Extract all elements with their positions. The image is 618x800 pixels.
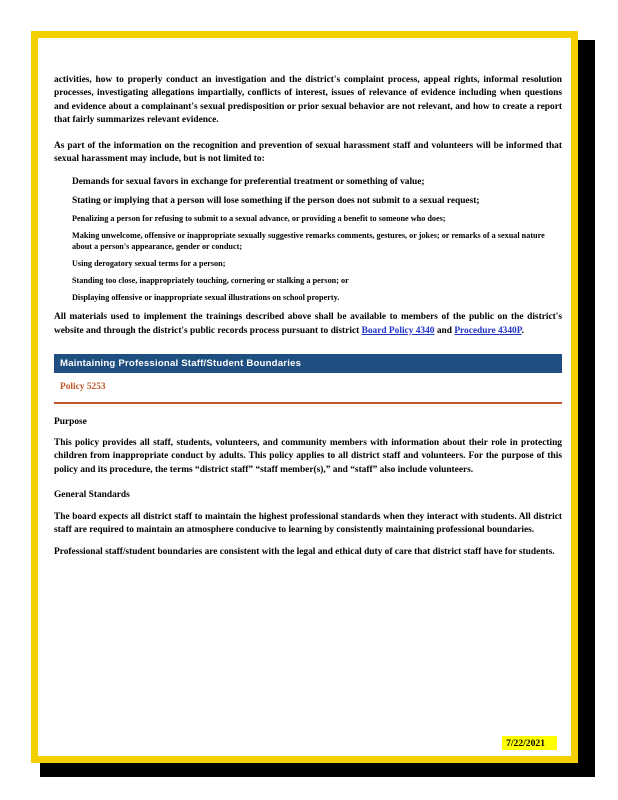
- list-item: Penalizing a person for refusing to submit to a sexual advance, or providing a benefit to someone who does;: [72, 214, 446, 224]
- aspart-paragraph: As part of the information on the recognition and prevention of sexual harassment staff and volunteers will be informed that sexual harassment may include, but is not limited to:: [54, 140, 562, 165]
- purpose-paragraph: This policy provides all staff, students, volunteers, and community members with information about their role in protecting children from inappropriate conduct by adults. This policy applies to all district staff and volunteers. For the purpose of this policy and its procedure, the terms “district staff” “staff member(s),” and “staff” also include volunteers.: [54, 438, 562, 475]
- page-content: [54, 74, 562, 559]
- list-item: Using derogatory sexual terms for a person;: [72, 259, 226, 269]
- general-standards-paragraph: The board expects all district staff to maintain the highest professional standards when they interact with students. All district staff are required to maintain an atmosphere conducive to learning by consistently maintaining professional boundaries.: [54, 511, 562, 536]
- list-item: Standing too close, inappropriately touching, cornering or stalking a person; or: [72, 276, 349, 286]
- list-item: Displaying offensive or inappropriate sexual illustrations on school property.: [72, 293, 340, 303]
- materials-paragraph: All materials used to implement the trainings described above shall be available to members of the public on the district's website and through the district's public records process pursuant to district Board Policy 4340 and Procedure 4340P.: [54, 312, 562, 336]
- board-policy-link[interactable]: Board Policy 4340: [361, 325, 435, 336]
- professional-boundaries-paragraph: Professional staff/student boundaries are consistent with the legal and ethical duty of care that district staff have for students.: [54, 546, 555, 557]
- list-item: Stating or implying that a person will lose something if the person does not submit to a sexual request;: [72, 195, 480, 206]
- general-standards-heading: General Standards: [54, 490, 130, 501]
- section-banner: Maintaining Professional Staff/Student Boundaries: [54, 354, 562, 373]
- procedure-link[interactable]: Procedure 4340P: [454, 325, 522, 336]
- purpose-heading: Purpose: [54, 416, 87, 427]
- intro-paragraph: activities, how to properly conduct an investigation and the district's complaint process, appeal rights, informal resolution processes, investigating allegations impartially, conflicts of interest, issues of relevance of evidence including when questions and evidence about a complainant's sexual predisposition or prior sexual behavior are not relevant, and how to create a report that fairly summarizes relevant evidence.: [54, 75, 562, 126]
- document-page: [31, 31, 578, 763]
- policy-number: Policy 5253: [54, 381, 562, 403]
- date-stamp: 7/22/2021: [502, 736, 557, 750]
- list-item: Making unwelcome, offensive or inappropriate sexually suggestive remarks comments, gestures, or jokes; or remarks of a sexual nature about a person's appearance, gender or conduct;: [72, 231, 545, 252]
- harassment-list: [54, 176, 562, 303]
- list-item: Demands for sexual favors in exchange for preferential treatment or something of value;: [72, 177, 425, 188]
